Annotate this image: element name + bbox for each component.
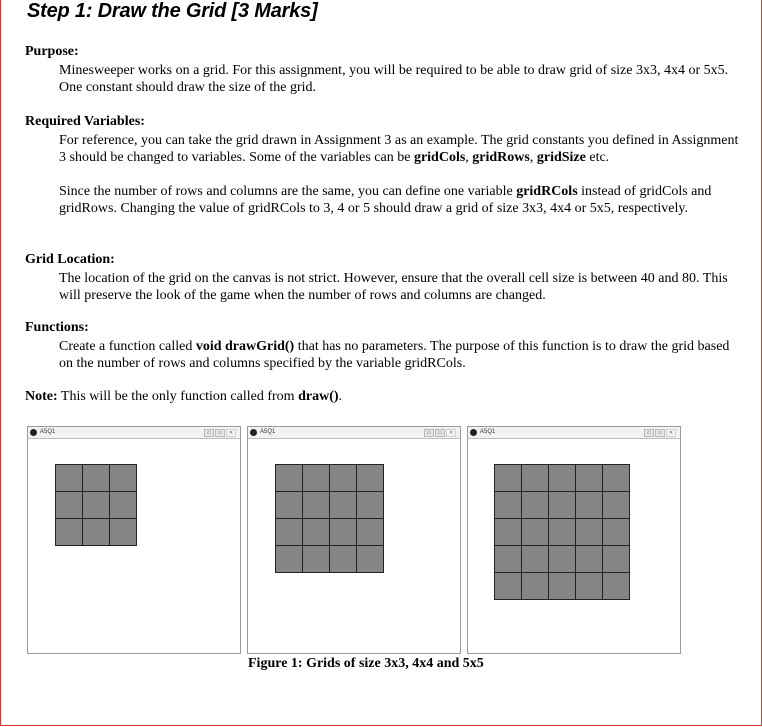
grid-cell [56, 492, 82, 518]
sketch-window-3x3 [27, 426, 241, 654]
grid-4x4 [275, 464, 384, 573]
grid-cell [603, 573, 629, 599]
grid-cell [549, 573, 575, 599]
maximize-button[interactable]: ▭ [215, 429, 225, 437]
window-title: A5Q1 [480, 429, 496, 435]
window-title: A5Q1 [260, 429, 276, 435]
grid-cell [576, 519, 602, 545]
grid-cell [495, 465, 521, 491]
grid-cell [56, 519, 82, 545]
figure-caption: Figure 1: Grids of size 3x3, 4x4 and 5x5 [248, 656, 484, 671]
note-label: Note: [25, 389, 58, 404]
var-gridrcols: gridRCols [516, 184, 578, 199]
grid-cell [303, 465, 329, 491]
grid-cell [357, 492, 383, 518]
grid-cell [495, 546, 521, 572]
grid-cell [303, 492, 329, 518]
functions-text [59, 338, 739, 372]
grid-cell [549, 519, 575, 545]
grid-cell [603, 492, 629, 518]
grid-cell [576, 573, 602, 599]
grid-cell [603, 519, 629, 545]
grid-cell [357, 465, 383, 491]
window-titlebar[interactable] [248, 427, 460, 439]
grid-cell [110, 465, 136, 491]
grid-cell [330, 465, 356, 491]
separator: , [529, 150, 537, 165]
grid-cell [576, 492, 602, 518]
grid-cell [357, 519, 383, 545]
var-gridcols: gridCols [413, 150, 466, 165]
maximize-button[interactable]: ▭ [655, 429, 665, 437]
grid-cell [603, 546, 629, 572]
required-variables-title: Required Variables: [25, 114, 145, 129]
window-titlebar[interactable] [28, 427, 240, 439]
grid-cell [330, 492, 356, 518]
grid-cell [56, 465, 82, 491]
grid-cell [83, 465, 109, 491]
sketch-window-4x4 [247, 426, 461, 654]
grid-cell [522, 492, 548, 518]
grid-cell [549, 546, 575, 572]
grid-cell [549, 465, 575, 491]
grid-5x5 [494, 464, 630, 600]
maximize-button[interactable]: ▭ [435, 429, 445, 437]
functions-text-end: that has no parameters. The purpose of this function is to draw the grid based on the number of rows and columns specified by the variable gridRCols. [59, 339, 730, 371]
note-text: This will be the only function called from [57, 389, 299, 404]
var-gridsize: gridSize [536, 150, 586, 165]
close-button[interactable]: ✕ [446, 429, 456, 437]
grid-cell [522, 519, 548, 545]
required-text-end: instead of gridCols and gridRows. Changing the value of gridRCols to 3, 4 or 5 should draw a grid of size 3x3, 4x4 or 5x5, respectively. [59, 184, 712, 216]
required-text: For reference, you can take the grid drawn in Assignment 3 as an example. The grid constants you defined in Assignment 3 should be changed to variables. Some of the variables can be [59, 133, 739, 165]
grid-cell [303, 546, 329, 572]
grid-cell [276, 465, 302, 491]
grid-cell [495, 573, 521, 599]
note [25, 389, 342, 405]
window-titlebar[interactable] [468, 427, 680, 439]
grid-cell [522, 465, 548, 491]
close-button[interactable]: ✕ [666, 429, 676, 437]
grid-location-title: Grid Location: [25, 252, 115, 267]
function-drawgrid: void drawGrid() [195, 339, 295, 354]
grid-3x3 [55, 464, 137, 546]
minimize-button[interactable]: ▭ [424, 429, 434, 437]
grid-cell [549, 492, 575, 518]
purpose-text: Minesweeper works on a grid. For this assignment, you will be required to be able to draw grid of size 3x3, 4x4 or 5x5. One constant should draw the size of the grid. [59, 63, 729, 95]
grid-cell [276, 519, 302, 545]
var-gridrows: gridRows [472, 150, 530, 165]
separator: , [465, 150, 473, 165]
page-title: Step 1: Draw the Grid [3 Marks] [27, 0, 318, 22]
grid-cell [276, 546, 302, 572]
grid-cell [83, 492, 109, 518]
sketch-window-5x5 [467, 426, 681, 654]
grid-cell [576, 465, 602, 491]
grid-cell [522, 546, 548, 572]
grid-cell [303, 519, 329, 545]
sketch-canvas [248, 439, 460, 653]
functions-title: Functions: [25, 320, 89, 335]
minimize-button[interactable]: ▭ [644, 429, 654, 437]
minimize-button[interactable]: ▭ [204, 429, 214, 437]
grid-location-text: The location of the grid on the canvas is not strict. However, ensure that the overall cell size is between 40 and 80. This will preserve the look of the game when the number of rows and columns are changed. [59, 271, 728, 303]
grid-cell [110, 519, 136, 545]
sketch-canvas [468, 439, 680, 653]
grid-cell [522, 573, 548, 599]
grid-cell [83, 519, 109, 545]
grid-cell [603, 465, 629, 491]
grid-cell [110, 492, 136, 518]
grid-cell [495, 492, 521, 518]
close-button[interactable]: ✕ [226, 429, 236, 437]
grid-cell [495, 519, 521, 545]
purpose-title: Purpose: [25, 44, 79, 59]
note-end: . [338, 389, 343, 404]
functions-text-start: Create a function called [59, 339, 196, 354]
required-text-end: etc. [585, 150, 610, 165]
grid-cell [330, 519, 356, 545]
grid-cell [357, 546, 383, 572]
processing-app-icon [250, 429, 257, 436]
processing-app-icon [30, 429, 37, 436]
grid-cell [576, 546, 602, 572]
sketch-canvas [28, 439, 240, 653]
required-variables-paragraph-1 [59, 132, 739, 166]
function-draw: draw() [298, 389, 339, 404]
required-text: Since the number of rows and columns are the same, you can define one variable [59, 184, 517, 199]
grid-cell [276, 492, 302, 518]
required-variables-paragraph-2 [59, 183, 739, 217]
grid-cell [330, 546, 356, 572]
window-title: A5Q1 [40, 429, 56, 435]
processing-app-icon [470, 429, 477, 436]
